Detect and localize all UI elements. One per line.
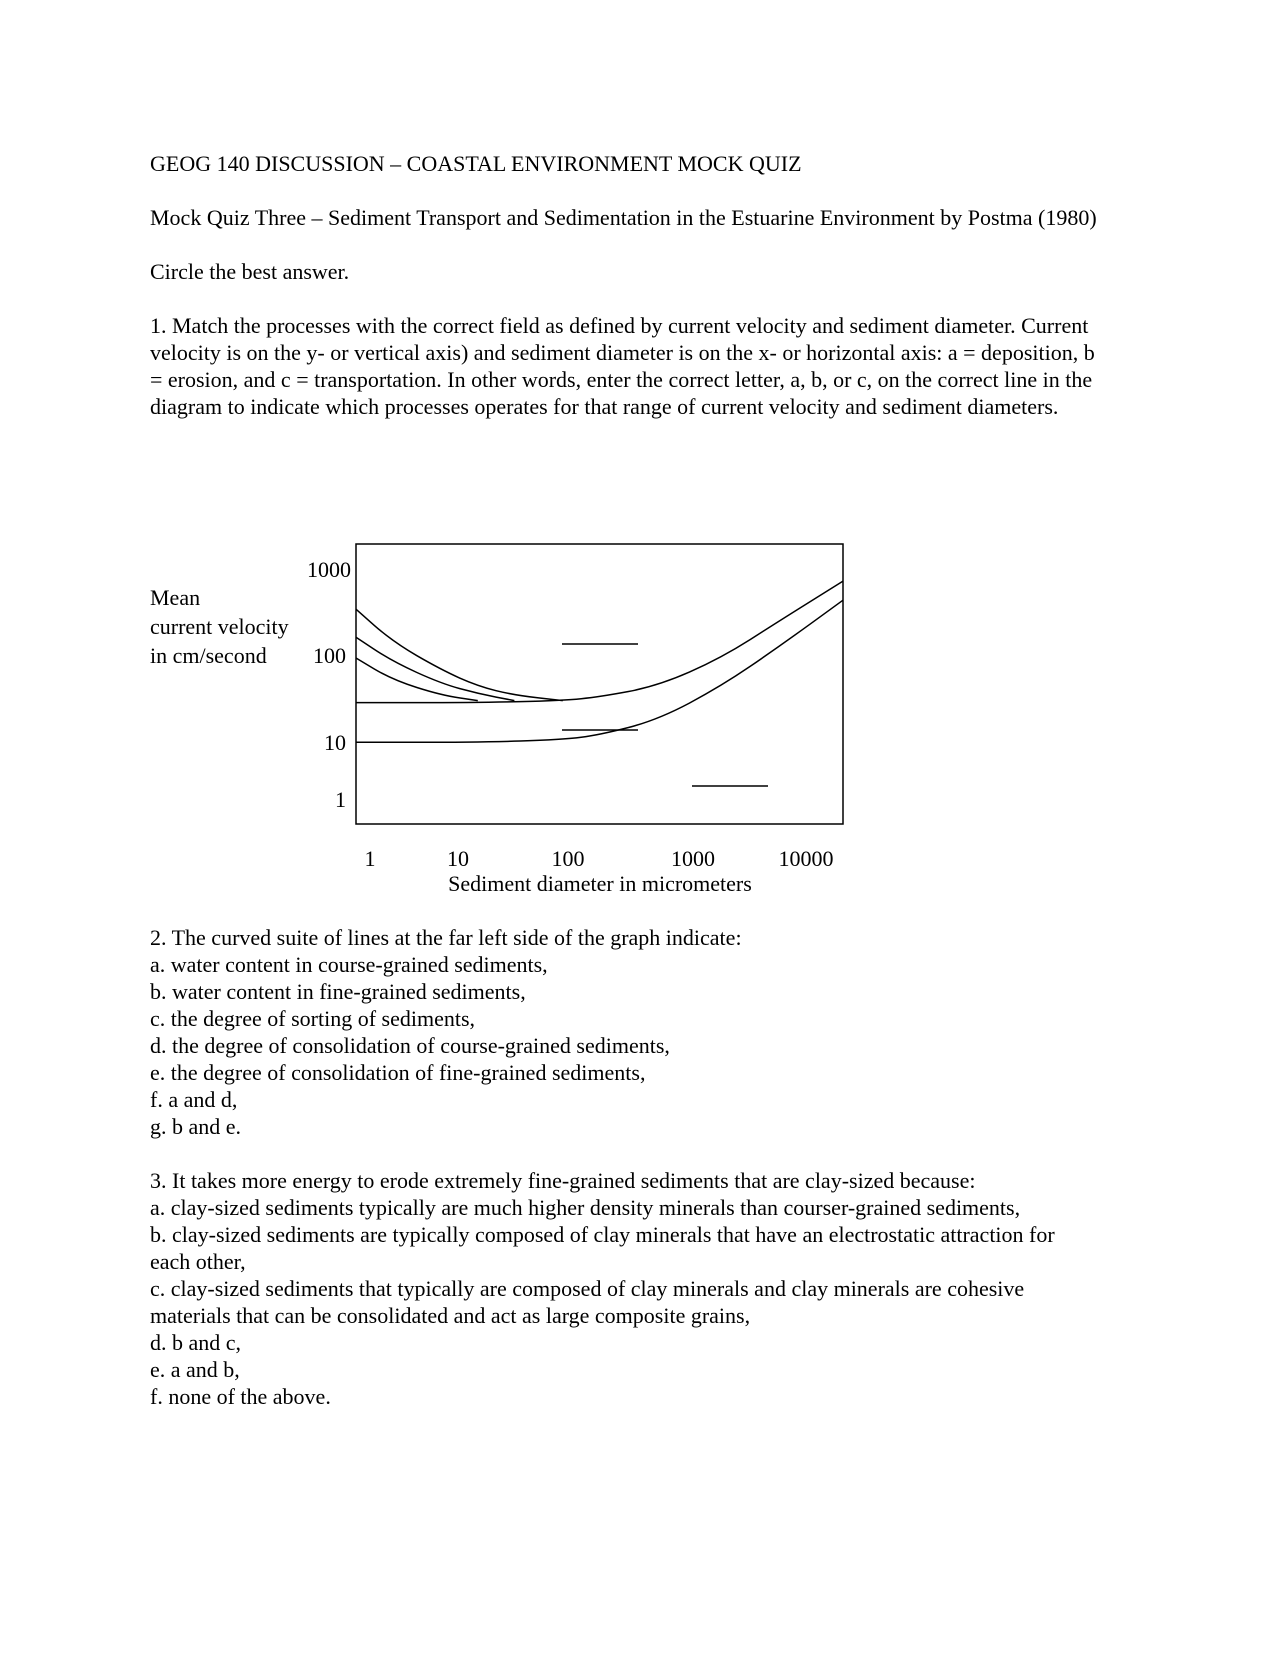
series-line <box>356 600 843 742</box>
y-tick-label: 1000 <box>307 557 351 582</box>
question-3-option[interactable]: e. a and b, <box>150 1357 240 1382</box>
y-axis-label <box>150 583 330 670</box>
spacer <box>150 177 1100 204</box>
x-tick-label: 100 <box>551 846 585 871</box>
y-tick-label: 10 <box>324 730 346 755</box>
question-2-option[interactable]: d. the degree of consolidation of course-grained sediments, <box>150 1033 670 1058</box>
spacer <box>150 1140 1100 1167</box>
y-tick-label: 1 <box>335 787 346 812</box>
y-axis-label-line: in cm/second <box>150 643 267 668</box>
question-2-option[interactable]: b. water content in fine-grained sediments, <box>150 979 526 1004</box>
x-tick-label: 1 <box>364 846 376 871</box>
question-1: 1. Match the processes with the correct field as defined by current velocity and sediment diameter. Current velocity is on the y- or vertical axis) and sediment diameter is on the x- or horizontal axis: a = deposition, b = erosion, and c = transportation. In other words, enter the correct letter, a, b, or c, on the correct line in the diagram to indicate which processes operates for that range of current velocity and sediment diameters. <box>150 313 1095 419</box>
series-line <box>356 581 843 703</box>
question-3-option[interactable]: b. clay-sized sediments are typically composed of clay minerals that have an electrostatic attraction for each other, <box>150 1222 1055 1274</box>
y-axis-label-line: Mean <box>150 585 201 610</box>
x-axis-label: Sediment diameter in micrometers <box>448 871 752 896</box>
document-body <box>150 150 1100 420</box>
instruction: Circle the best answer. <box>150 259 350 284</box>
question-3-stem: 3. It takes more energy to erode extremely fine-grained sediments that are clay-sized because: <box>150 1168 976 1193</box>
subtitle: Mock Quiz Three – Sediment Transport and Sedimentation in the Estuarine Environment by Postma (1980) <box>150 205 1097 230</box>
question-2-option[interactable]: e. the degree of consolidation of fine-grained sediments, <box>150 1060 646 1085</box>
questions-body <box>150 924 1100 1410</box>
series-line <box>356 658 478 701</box>
question-2-option[interactable]: f. a and d, <box>150 1087 238 1112</box>
series-line <box>356 637 514 700</box>
question-2-stem: 2. The curved suite of lines at the far left side of the graph indicate: <box>150 925 742 950</box>
x-tick-label: 10 <box>447 846 469 871</box>
question-3-option[interactable]: c. clay-sized sediments that typically are composed of clay minerals and clay minerals are cohesive materials that can be consolidated and act as large composite grains, <box>150 1276 1025 1328</box>
series-line <box>356 609 563 700</box>
question-3-option[interactable]: a. clay-sized sediments typically are much higher density minerals than courser-grained sediments, <box>150 1195 1021 1220</box>
question-2-option[interactable]: c. the degree of sorting of sediments, <box>150 1006 476 1031</box>
question-3-option[interactable]: d. b and c, <box>150 1330 242 1355</box>
question-2-option[interactable]: a. water content in course-grained sediments, <box>150 952 548 977</box>
question-3-option[interactable]: f. none of the above. <box>150 1384 331 1409</box>
x-tick-label: 1000 <box>671 846 715 871</box>
page-title: GEOG 140 DISCUSSION – COASTAL ENVIRONMENT MOCK QUIZ <box>150 151 802 176</box>
spacer <box>150 285 1100 312</box>
y-axis-label-line: current velocity <box>150 614 289 639</box>
plot-frame <box>356 544 843 824</box>
y-tick-label: 100 <box>313 643 346 668</box>
spacer <box>150 231 1100 258</box>
question-2-option[interactable]: g. b and e. <box>150 1114 242 1139</box>
x-tick-label: 10000 <box>778 846 834 871</box>
